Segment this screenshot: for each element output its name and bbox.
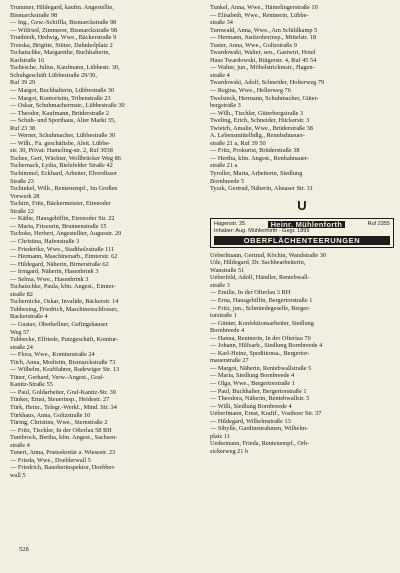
directory-entry-line: straße 3 [210,281,230,289]
advertisement-banner: OBERFLÄCHENTEERUNGEN [214,236,390,245]
directory-entry-line: Ueberfeld, Adolf, Händler, Rentebwall- [210,274,310,282]
directory-entry-line: — Hildegard, Näherin, Birnerstraße 62 [10,260,109,268]
directory-entry-line: Tuster, Anna, Wwe., Goltzstraße 9 [210,41,297,49]
directory-entry-line: str. 30, Privat: Hameling-str. 2, Ruf 3038 [10,147,113,155]
left-column [10,4,196,479]
directory-entry-line: — Hermann, Justizoberinsp., Mittelstr. 18 [210,34,316,42]
directory-entry-line: platz 11 [210,432,230,440]
directory-entry-line: — Hermann, Maschinenarb., Eimterstr. 62 [10,253,118,261]
section-letter-heading: U [297,197,307,213]
directory-entry-line: Tumbrock, Bertha, kfm. Angest., Sachsen- [10,434,118,442]
directory-entry-line: Trummer, Hildegard, kaufm. Angestellte, [10,4,114,11]
directory-entry-line: wall 5 [10,471,26,479]
directory-entry-line: — Fritz, jun., Schmiedegeselle, Berger- [210,304,311,312]
directory-entry-line: bergstraße 3 [210,102,241,110]
advertisement-phone: Ruf 2355 [367,220,390,227]
directory-entry-line: straße 82 [10,290,33,298]
directory-entry-line: — Theodor, Kaufmann, Brüderstraße 2 [10,109,109,117]
directory-entry-line: — Karl-Heinz, Speditionsa., Bergertor- [210,349,310,357]
directory-entry-line: Haus Twardowski, Rütgerstr. 4, Ruf 45 54 [210,56,317,64]
directory-entry-line: Tschernack, Lydia, Bielefelder Straße 42 [10,162,113,170]
directory-entry-line: — Paul, Buchhalter, Bergertorstraße 1 [210,387,307,395]
directory-entry-line: — Oskar, Schuhmachermstr., Lübbestraße 30 [10,102,125,110]
directory-entry-line: — Margot, Buchhalterin, Lübbestraße 30 [10,87,115,95]
advertisement [210,218,394,248]
directory-entry-line: — Wilh., Tischler, Güterbergstraße 3 [210,109,304,117]
directory-entry-line: Twardowski, Walter, sen., Gastwirt, Hotel [210,49,316,57]
directory-entry-line: Tünker, Ernst, Steuerinsp., Heidestr. 27 [10,396,110,404]
directory-entry-line: — Theodora, Näherin, Rentebwallstr. 5 [210,395,310,403]
right-column-top-entries [210,4,394,193]
directory-entry-line: Bornbreede 4 [210,327,245,335]
directory-entry-line: Ruf 39 29 [10,79,36,87]
directory-entry-line: Tyroller, Marta, Arbeiterin, Siedlung [210,170,303,178]
directory-entry-line: Vorwerk 28 [10,192,40,200]
advertisement-address: Hagenstr. 25 [214,220,246,227]
directory-entry-line: Tschirn, Frits, Bäckermeister, Etrenoder [10,200,111,208]
directory-entry-line: — Günter, Konfektionsarbeiter, Siedlung [210,319,314,327]
directory-entry-line: Tubbecke, Elfriede, Putzgeschäft, Komtur- [10,336,119,344]
advertisement-company: Heinr. Mühlenforth [268,221,346,228]
directory-entry-line: — Hildegard, Wilhelmstraße 13 [210,417,291,425]
directory-entry-line: Trunbieth, Hedwig, Wwe., Bäckerstraße 9 [10,34,117,42]
directory-entry-line: — Sibylle, Gardinenrahmen, Wilhelm- [210,425,309,433]
page-number: 528 [19,546,29,553]
directory-entry-line: Bismarckstraße 98 [10,11,58,19]
directory-entry-line: — Fritz, Prokurist, Brüderstraße 38 [210,147,300,155]
directory-entry-line: — Olga, Wwe., Bergertorstraße 1 [210,379,295,387]
directory-entry-line: — Erna, Hausgehilfin, Bergertorstraße 1 [210,296,313,304]
directory-entry-line: — Fritz, Tischler, In der Ofterlau 58 RH [10,426,112,434]
directory-entry-line: — Margot, Kontoristin, Tribenstraße 23 [10,94,111,102]
right-column [210,4,394,455]
directory-entry-line: — Wilh., Fa. geschäftsbe, Aleit. Lübbe- [10,139,111,147]
advertisement-owner: Inhaber: Aug. Mühlenforth · Gegr. 1899 [214,227,310,234]
directory-entry-line: Tschoke, Herbert, Angestellter, Augusstr. 20 [10,230,122,238]
directory-entry-line: Tubbesing, Friedrich, Maschinenschlosser, [10,305,118,313]
directory-entry-line: — Wilfried, Zimmerer, Bismarckstraße 98 [10,26,118,34]
directory-entry-line: Tschesche, Julius, Kaufmann, Lübbestr. 30, [10,64,120,72]
directory-entry-line: — Walter, jun., Möbelstrickmstr., Hagen- [210,64,315,72]
directory-entry-line: Ude, Hildegard, Dr. Sachbearbeiterin, [210,259,306,267]
directory-entry-line: — Werner, Schuhmacher, Lübbestraße 30 [10,132,116,140]
directory-entry-line: Tschimmel, Eckhard, Arbeiter, Elverdisser [10,170,118,178]
directory-entry-line: — Friederike, Wwe., Stadtholzstraße 111 [10,245,115,253]
directory-entry-line: straße 4 [10,441,30,449]
directory-entry-line: Wanstraße 51 [210,266,245,274]
advertisement-header [214,221,390,228]
directory-entry-line: Twietch, Amalie, Wwe., Brüderstraße 38 [210,124,313,132]
directory-entry-line: straße 21 a [210,162,238,170]
directory-entry-line: — Irmgard, Näherin, Hasenbrink 3 [10,268,99,276]
directory-entry-line: Karlstraße 16 [10,56,45,64]
directory-entry-line: Turnwald, Anna, Wwe., Am Schildkamp 5 [210,26,318,34]
directory-entry-line: — Maria, Siedlung Bornbreede 4 [210,372,295,380]
directory-entry-line: Tschatschke, Margarethe, Buchhalterin, [10,49,110,57]
directory-entry-line: Weg 57 [10,328,30,336]
directory-entry-line: — Christina, Hafenstraße 3 [10,237,80,245]
directory-entry-line: — Hanna, Rentnerin, In der Ofterlau 70 [210,334,311,342]
directory-entry-line: straße 34 [210,19,233,27]
directory-entry-line: — Willi, Siedlung Bornbreede 4 [210,402,292,410]
directory-entry-line: Türkhaus, Anna, Goltzstraße 10 [10,411,91,419]
directory-entry-line: — Marta, Friseurin, Brunnenstraße 15 [10,222,107,230]
directory-entry-line: Twelsieck, Hermann, Schuhmacher, Güter- [210,94,319,102]
directory-entry-line: Twardowski, Adolf, Schneider, Holterweg 79 [210,79,325,87]
directory-entry-line: Türk, Heinr., Telegr.-Werkf., Mind. Str. 34 [10,403,117,411]
right-column-bottom-entries [210,252,394,456]
directory-entry-line: — Friedrich, Bauoberinspektor, Doebber- [10,464,116,472]
directory-entry-line: Tyszk, Gertrud, Näherin, Ahnaser Str. 31 [210,185,313,193]
directory-entry-line: straße 24 [10,343,33,351]
directory-entry-line: Ueberfmann, Ernst, Kraftf., Vosthoer Str. 37 [210,410,322,418]
directory-entry-line: Schuhgeschäft Lübbestraße 29/30, [10,71,97,79]
directory-entry-line: straße 21 a, Ruf 39 50 [210,139,266,147]
directory-entry-line: Tunert, Anna, Postsekretär a. Wiesestr. 23 [10,449,116,457]
directory-entry-line: — Johann, Hilfsarb., Siedlung Bornbreede 4 [210,342,323,350]
directory-entry-line: Backerstraße 4 [10,313,48,321]
directory-entry-line: Straße 23 [10,177,34,185]
directory-entry-line: — Emilie, In der Ofterlau 3 RH [210,289,291,297]
directory-entry-line: — Wilhelm, Kraftfahrer, Radewiger Str. 13 [10,366,120,374]
directory-entry-line: Tunkel, Anna, Wwe., Hämelingerstraße 10 [210,4,318,11]
directory-entry-line: Bornbreede 5 [210,177,245,185]
directory-entry-line: Tüch, Anna, Modistin, Bismarckstraße 73 [10,358,116,366]
directory-entry-line: Tüner, Gerhard, Verw.-Angest., Graf- [10,373,105,381]
directory-entry-line: — Paul, Goldarbeiter, Graf-Kanitz-Str. 39 [10,388,116,396]
directory-entry-line: Türing, Christine, Wwe., Sternstraße 2 [10,419,108,427]
directory-entry-line: — Käthe, Hausgehilfin, Etrenoder Str. 22 [10,215,115,223]
directory-entry-line: — Elisabeth, Wwe., Rentnerin, Lübbe- [210,11,309,19]
directory-entry-line: — Frieda, Wwe., Doeblerwall 5 [10,456,91,464]
directory-entry-line: Tschernicke, Oskar, Invalide, Bäckerstr. 14 [10,298,119,306]
directory-entry-line: Tschatschke, Paula, kfm. Angest., Eimter- [10,283,116,291]
directory-entry-line: Ruf 23 38 [10,124,36,132]
directory-entry-line: — Hertha, kfm. Angest., Renbahnauer- [210,154,309,162]
directory-entry-line: — Regina, Wwe., Hellerweg 76 [210,87,291,95]
directory-entry-line: Tweling, Erich, Schneider, Hückerstr. 3 [210,117,310,125]
directory-entry-line: torstraße 1 [210,312,237,320]
directory-entry-line: Uedermann, Frieda, Rentenempf., Orb- [210,440,310,448]
directory-entry-line: Tschee, Gert, Wächter, Wollbrücker Weg 86 [10,154,121,162]
directory-entry-line: Trzeska, Brigitte, Stütze, Dahnholplatz 2 [10,41,113,49]
directory-entry-line: — Ing., Gew.-Schiffla, Bismarckstraße 98 [10,19,117,27]
directory-entry-line: straße 4 [210,71,230,79]
directory-entry-line: — Gustav, Oberkellner, Gefingshauser [10,320,108,328]
directory-entry-line: Ueberlmann, Gertrud, Köchin, Wandstraße 30 [210,251,327,259]
directory-entry-line: sickerweg 21 b [210,447,249,455]
directory-entry-line: — Flora, Wwe., Komturstraße 24 [10,351,95,359]
directory-entry-line: Kanitz-Straße 55 [10,381,53,389]
directory-entry-line: Tschinkel, Wilh., Rentenempf., Im Großen [10,185,118,193]
directory-entry-line: — Schuh- und Sporthaus, Alter Markt 35, [10,117,116,125]
directory-entry-line: — Margot, Näherin, Rentebwallstraße 5 [210,364,312,372]
directory-entry-line: A. Lebensmittelhdlg., Rennbahnauer- [210,132,305,140]
directory-entry-line: mauerstraße 27 [210,357,249,365]
directory-entry-line: Straße 22 [10,207,34,215]
directory-entry-line: — Selma, Wwe., Hasenbrink 3 [10,275,89,283]
